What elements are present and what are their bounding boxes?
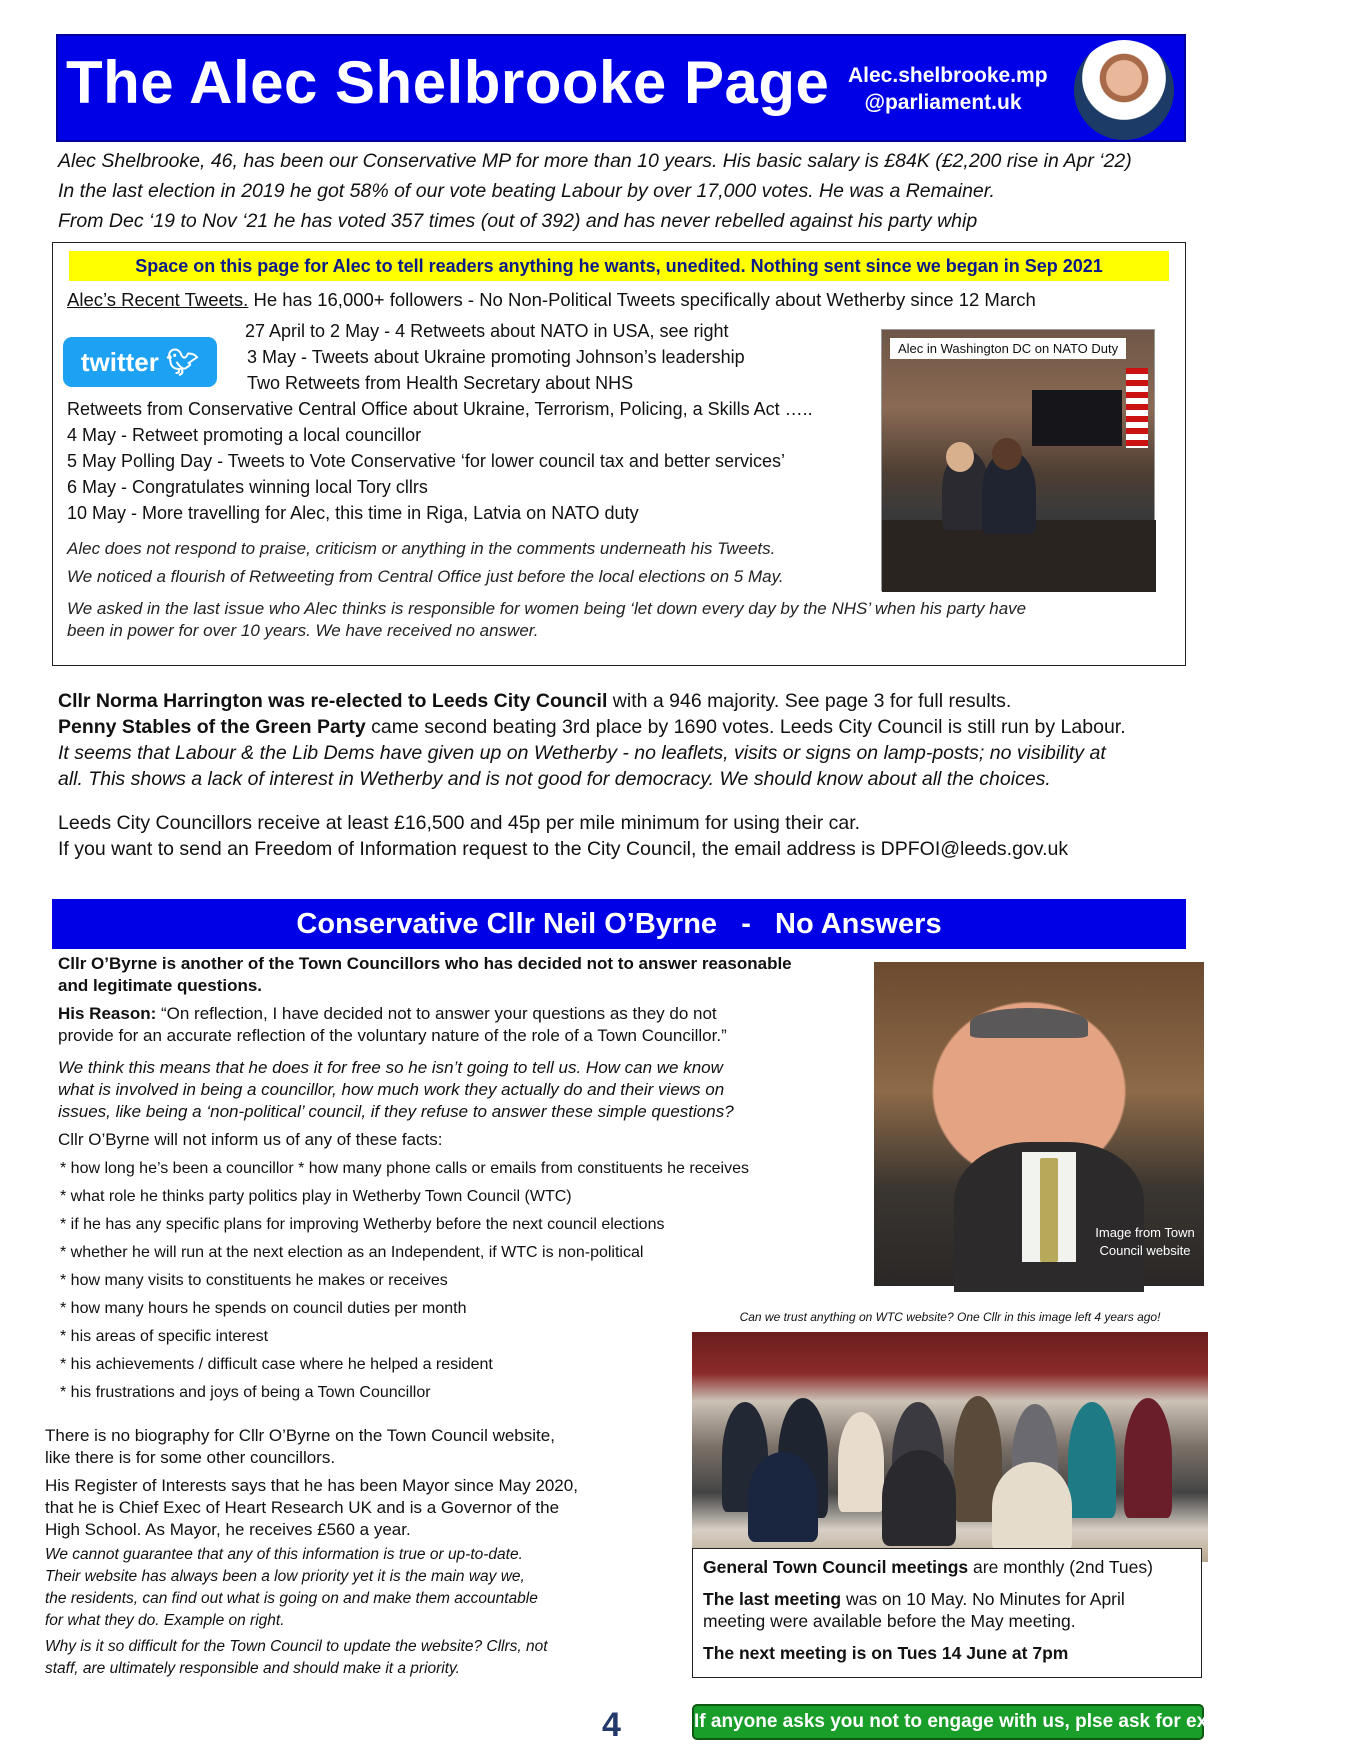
person: [1124, 1398, 1172, 1518]
email-line-1: Alec.shelbrooke.mp: [848, 64, 1048, 87]
intro-line-3: From Dec ‘19 to Nov ‘21 he has voted 357 times (out of 392) and has never rebelled against his party whip: [58, 210, 978, 232]
tweets-summary: He has 16,000+ followers - No Non-Political Tweets specifically about Wetherby since 12 March: [248, 289, 1036, 310]
italic-line: issues, like being a ‘non-political’ council, if they refuse to answer these simple questions?: [58, 1102, 734, 1121]
tweet-line: 10 May - More travelling for Alec, this time in Riga, Latvia on NATO duty: [67, 503, 639, 523]
person-head: [946, 442, 974, 472]
header-banner: [56, 34, 1186, 142]
councillor-pay-para: Leeds City Councillors receive at least £16,500 and 45p per mile minimum for using their car.: [58, 812, 861, 834]
seated-person: [748, 1452, 818, 1542]
bio-line: There is no biography for Cllr O’Byrne on the Town Council website,: [45, 1426, 555, 1445]
next-meeting: The next meeting is on Tues 14 June at 7pm: [703, 1643, 1069, 1663]
person: [838, 1412, 884, 1512]
lead-line-2: and legitimate questions.: [58, 976, 263, 995]
mp-email[interactable]: [848, 62, 1048, 116]
fact-item: * how many hours he spends on council duties per month: [60, 1300, 467, 1317]
tweet-line: Two Retweets from Health Secretary about NHS: [247, 373, 634, 393]
tweets-heading: Alec’s Recent Tweets.: [67, 289, 249, 310]
labour-libdem-line-2: all. This shows a lack of interest in Wetherby and is not good for democracy. We should know about all the choices.: [58, 768, 1051, 790]
stables-para: Penny Stables of the Green Party came second beating 3rd place by 1690 votes. Leeds City Council is still run by Labour.: [58, 716, 1126, 738]
meetings-box: [692, 1548, 1202, 1678]
obyrne-photo-caption: Image from Town Council website: [1095, 1225, 1195, 1258]
tv-screen: [1032, 390, 1122, 446]
fact-item: * his achievements / difficult case where he helped a resident: [60, 1356, 493, 1373]
guarantee-line: the residents, can find out what is going on and make them accountable: [45, 1590, 538, 1607]
fact-item: * if he has any specific plans for improving Wetherby before the next council elections: [60, 1216, 665, 1233]
guarantee-line: Their website has always been a low priority yet it is the main way we,: [45, 1568, 525, 1585]
town-council-group-photo: [692, 1332, 1208, 1562]
italic-line: We think this means that he does it for free so he isn’t going to tell us. How can we know: [58, 1058, 723, 1077]
tweet-line: 5 May Polling Day - Tweets to Vote Conservative ‘for lower council tax and better services’: [67, 451, 785, 471]
space-banner: Space on this page for Alec to tell readers anything he wants, unedited. Nothing sent since we began in Sep 2021: [69, 251, 1169, 281]
last-meeting: The last meeting was on 10 May. No Minutes for April: [703, 1589, 1125, 1609]
foi-para: If you want to send an Freedom of Information request to the City Council, the email address is DPFOI@leeds.gov.uk: [58, 838, 1069, 860]
box-note: been in power for over 10 years. We have received no answer.: [67, 621, 539, 640]
reason-line-2: provide for an accurate reflection of the voluntary nature of the role of a Town Councillor.”: [58, 1026, 727, 1045]
section-heading-obyrne: Conservative Cllr Neil O’Byrne - No Answers: [52, 899, 1186, 949]
intro-line-1: Alec Shelbrooke, 46, has been our Conservative MP for more than 10 years. His basic salary is £84K (£2,200 rise in Apr ‘22): [58, 150, 1132, 172]
seated-mayor: [882, 1450, 956, 1546]
fact-item: * what role he thinks party politics play in Wetherby Town Council (WTC): [60, 1188, 572, 1205]
box-note: We asked in the last issue who Alec thinks is responsible for women being ‘let down every day by the NHS’ when his party have: [67, 599, 1027, 618]
facts-intro: Cllr O’Byrne will not inform us of any of these facts:: [58, 1130, 443, 1149]
nato-photo: [881, 329, 1155, 591]
person-head: [992, 438, 1022, 470]
guarantee-line: We cannot guarantee that any of this information is true or up-to-date.: [45, 1546, 523, 1563]
meetings-monthly: General Town Council meetings are monthly (2nd Tues): [703, 1557, 1153, 1577]
us-flag-icon: [1126, 368, 1148, 448]
tweet-line: 27 April to 2 May - 4 Retweets about NATO in USA, see right: [245, 321, 729, 341]
box-note: Alec does not respond to praise, criticism or anything in the comments underneath his Tweets.: [67, 539, 776, 558]
page-title: The Alec Shelbrooke Page: [66, 49, 830, 116]
group-photo-caption: Can we trust anything on WTC website? One Cllr in this image left 4 years ago!: [739, 1310, 1161, 1324]
fact-item: * his areas of specific interest: [60, 1328, 269, 1345]
bio-line: like there is for some other councillors.: [45, 1448, 336, 1467]
mp-portrait-image: [1074, 40, 1174, 140]
person: [1068, 1402, 1116, 1518]
fact-item: * how many visits to constituents he makes or receives: [60, 1272, 448, 1289]
labour-libdem-line-1: It seems that Labour & the Lib Dems have given up on Wetherby - no leaflets, visits or signs on lamp-posts; no visibility at: [58, 742, 1106, 764]
engage-banner: If anyone asks you not to engage with us, plse ask for explanation & tell us: [692, 1704, 1204, 1740]
twitter-logo-icon: twitter 🐦︎: [63, 337, 217, 387]
alec-tweets-box: [52, 242, 1186, 666]
seated-person: [992, 1462, 1072, 1552]
why-line: Why is it so difficult for the Town Council to update the website? Cllrs, not: [45, 1638, 548, 1655]
guarantee-line: for what they do. Example on right.: [45, 1612, 285, 1629]
harrington-para: Cllr Norma Harrington was re-elected to Leeds City Council with a 946 majority. See page 3 for full results.: [58, 690, 1012, 712]
email-line-2: @parliament.uk: [864, 91, 1022, 114]
last-meeting-line-2: meeting were available before the May meeting.: [703, 1611, 1076, 1631]
obyrne-photo: [874, 962, 1204, 1286]
reason-line-1: His Reason: “On reflection, I have decided not to answer your questions as they do not: [58, 1004, 717, 1023]
bio-line: High School. As Mayor, he receives £560 a year.: [45, 1520, 411, 1539]
tie: [1040, 1158, 1058, 1262]
tweets-heading-line: [67, 289, 1036, 311]
bio-line: His Register of Interests says that he has been Mayor since May 2020,: [45, 1476, 578, 1495]
italic-line: what is involved in being a councillor, how much work they actually do and their views on: [58, 1080, 725, 1099]
fact-item: * his frustrations and joys of being a Town Councillor: [60, 1384, 431, 1401]
fact-item: * how long he’s been a councillor * how many phone calls or emails from constituents he receives: [60, 1160, 749, 1177]
fact-item: * whether he will run at the next election as an Independent, if WTC is non-political: [60, 1244, 644, 1261]
box-note: We noticed a flourish of Retweeting from Central Office just before the local elections on 5 May.: [67, 567, 784, 586]
tweet-line: 4 May - Retweet promoting a local councillor: [67, 425, 422, 445]
bio-line: that he is Chief Exec of Heart Research UK and is a Governor of the: [45, 1498, 560, 1517]
tweet-line: 3 May - Tweets about Ukraine promoting Johnson’s leadership: [247, 347, 745, 367]
tweet-line: Retweets from Conservative Central Office about Ukraine, Terrorism, Policing, a Skills Act …..: [67, 399, 813, 419]
tweet-line: 6 May - Congratulates winning local Tory cllrs: [67, 477, 428, 497]
hair: [970, 1008, 1088, 1038]
why-line: staff, are ultimately responsible and should make it a priority.: [45, 1660, 460, 1677]
nato-photo-caption: Alec in Washington DC on NATO Duty: [890, 338, 1126, 359]
lead-line-1: Cllr O’Byrne is another of the Town Councillors who has decided not to answer reasonable: [58, 954, 792, 973]
intro-line-2: In the last election in 2019 he got 58% of our vote beating Labour by over 17,000 votes. He was a Remainer.: [58, 180, 995, 202]
page-number: 4: [602, 1706, 621, 1744]
